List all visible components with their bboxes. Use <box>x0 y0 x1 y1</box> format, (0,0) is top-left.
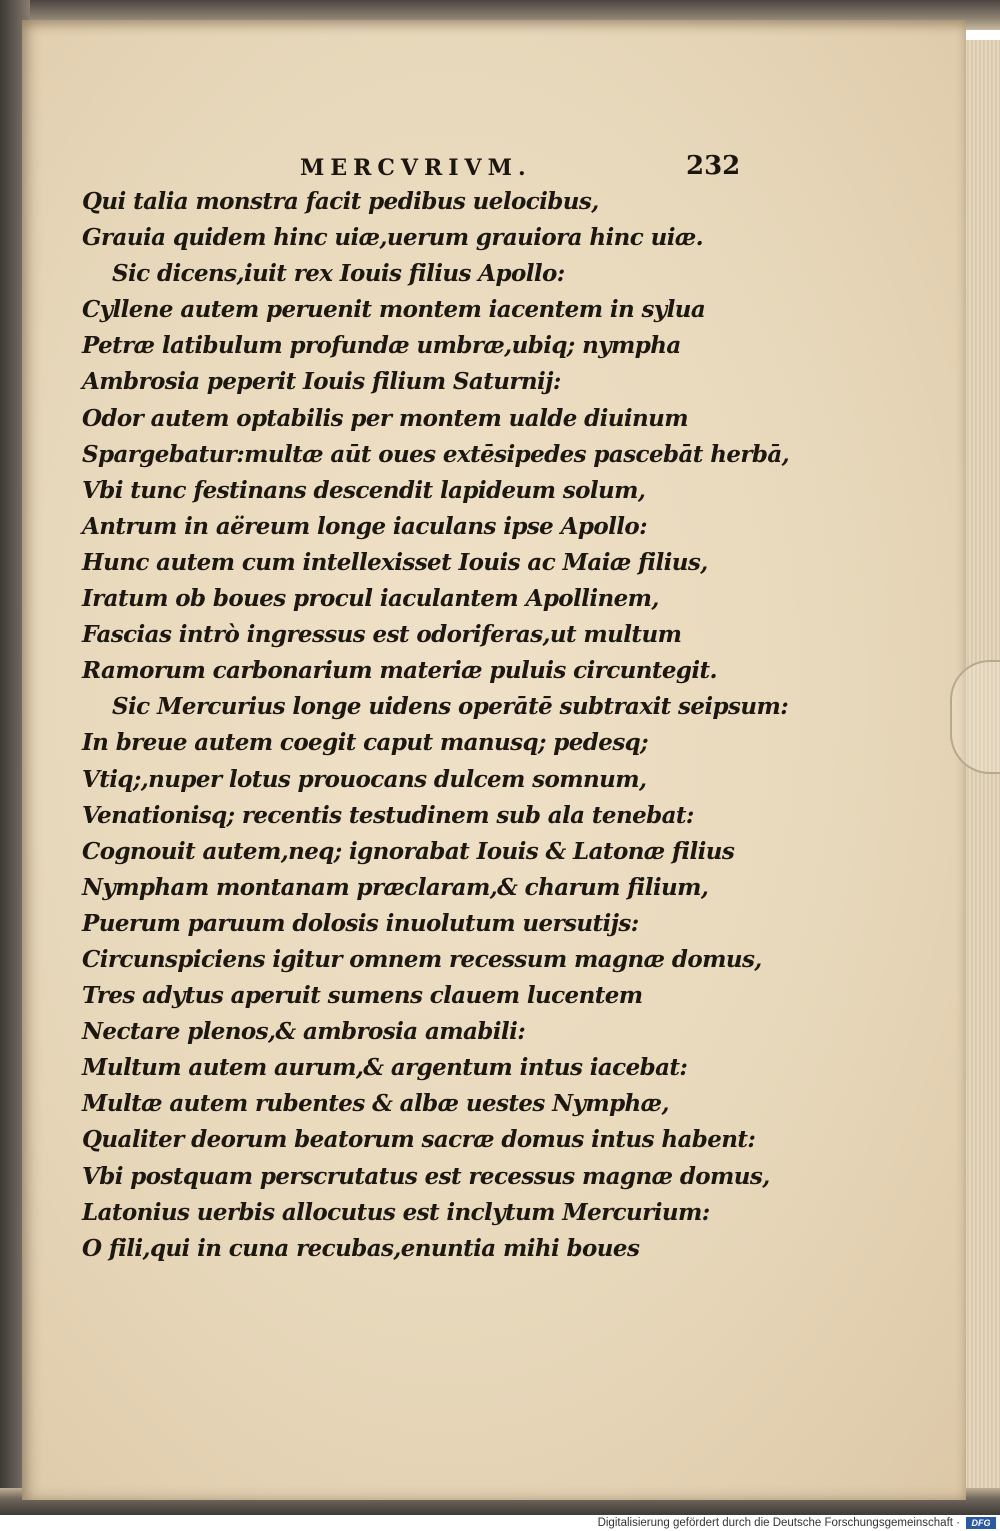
verse-line: Qualiter deorum beatorum sacræ domus intus habent: <box>82 1126 756 1154</box>
running-head: MERCVRIVM. <box>300 155 532 181</box>
verse-list <box>82 184 790 1267</box>
verse-line: Venationisq; recentis testudinem sub ala tenebat: <box>82 801 694 829</box>
verse-line: Cyllene autem peruenit montem iacentem in sylua <box>82 296 706 324</box>
verse-line: Cognouit autem,neq; ignorabat Iouis & Latonæ filius <box>82 837 735 865</box>
verse-line: Ramorum carbonarium materiæ puluis circuntegit. <box>82 657 717 685</box>
page-paper <box>22 20 966 1500</box>
verse-line: Petræ latibulum profundæ umbræ,ubiq; nympha <box>82 332 681 360</box>
page-number: 232 <box>686 151 741 181</box>
dfg-logo-icon: DFG <box>966 1517 996 1529</box>
verse-line: Multum autem aurum,& argentum intus iacebat: <box>82 1054 688 1082</box>
verse-line: Spargebatur:multæ aūt oues extēsipedes pascebāt herbā, <box>82 440 790 468</box>
verse-line: Nectare plenos,& ambrosia amabili: <box>82 1018 526 1046</box>
verse-line: Qui talia monstra facit pedibus uelocibus, <box>82 188 599 215</box>
verse-line: In breue autem coegit caput manusq; pedesq; <box>82 729 649 757</box>
clip-tab <box>950 660 1000 774</box>
funding-credit: Digitalisierung gefördert durch die Deutsche Forschungsgemeinschaft · <box>597 1517 960 1529</box>
verse-line: Grauia quidem hinc uiæ,uerum grauiora hinc uiæ. <box>82 224 704 252</box>
verse-line: Circunspiciens igitur omnem recessum magnæ domus, <box>82 945 762 973</box>
verse-line: Iratum ob boues procul iaculantem Apollinem, <box>82 585 659 613</box>
verse-line: Nympham montanam præclaram,& charum filium, <box>82 873 709 901</box>
verse-line: Puerum paruum dolosis inuolutum uersutijs: <box>82 909 639 937</box>
verse-line: Sic dicens,iuit rex Iouis filius Apollo: <box>112 260 565 288</box>
verse-line: Hunc autem cum intellexisset Iouis ac Maiæ filius, <box>82 548 708 576</box>
verse-line: Ambrosia peperit Iouis filium Saturnij: <box>82 368 561 396</box>
digitization-footer <box>0 1515 1000 1531</box>
verse-line: Odor autem optabilis per montem ualde diuinum <box>82 404 688 432</box>
verse-line: Fascias intrò ingressus est odoriferas,ut multum <box>82 621 682 649</box>
verse-line: Multæ autem rubentes & albæ uestes Nymphæ, <box>82 1090 669 1118</box>
verse-line: Vtiq;,nuper lotus prouocans dulcem somnum, <box>82 765 647 793</box>
verse-line: O fili,qui in cuna recubas,enuntia mihi boues <box>82 1234 640 1262</box>
verse-line: Latonius uerbis allocutus est inclytum Mercurium: <box>82 1198 710 1226</box>
verse-line: Vbi postquam perscrutatus est recessus magnæ domus, <box>82 1162 770 1190</box>
verse-line: Antrum in aëreum longe iaculans ipse Apollo: <box>82 512 647 540</box>
verse-line: Tres adytus aperuit sumens clauem lucentem <box>82 982 643 1010</box>
verse-line: Sic Mercurius longe uidens operātē subtraxit seipsum: <box>112 693 789 721</box>
verse-line: Vbi tunc festinans descendit lapideum solum, <box>82 476 646 504</box>
